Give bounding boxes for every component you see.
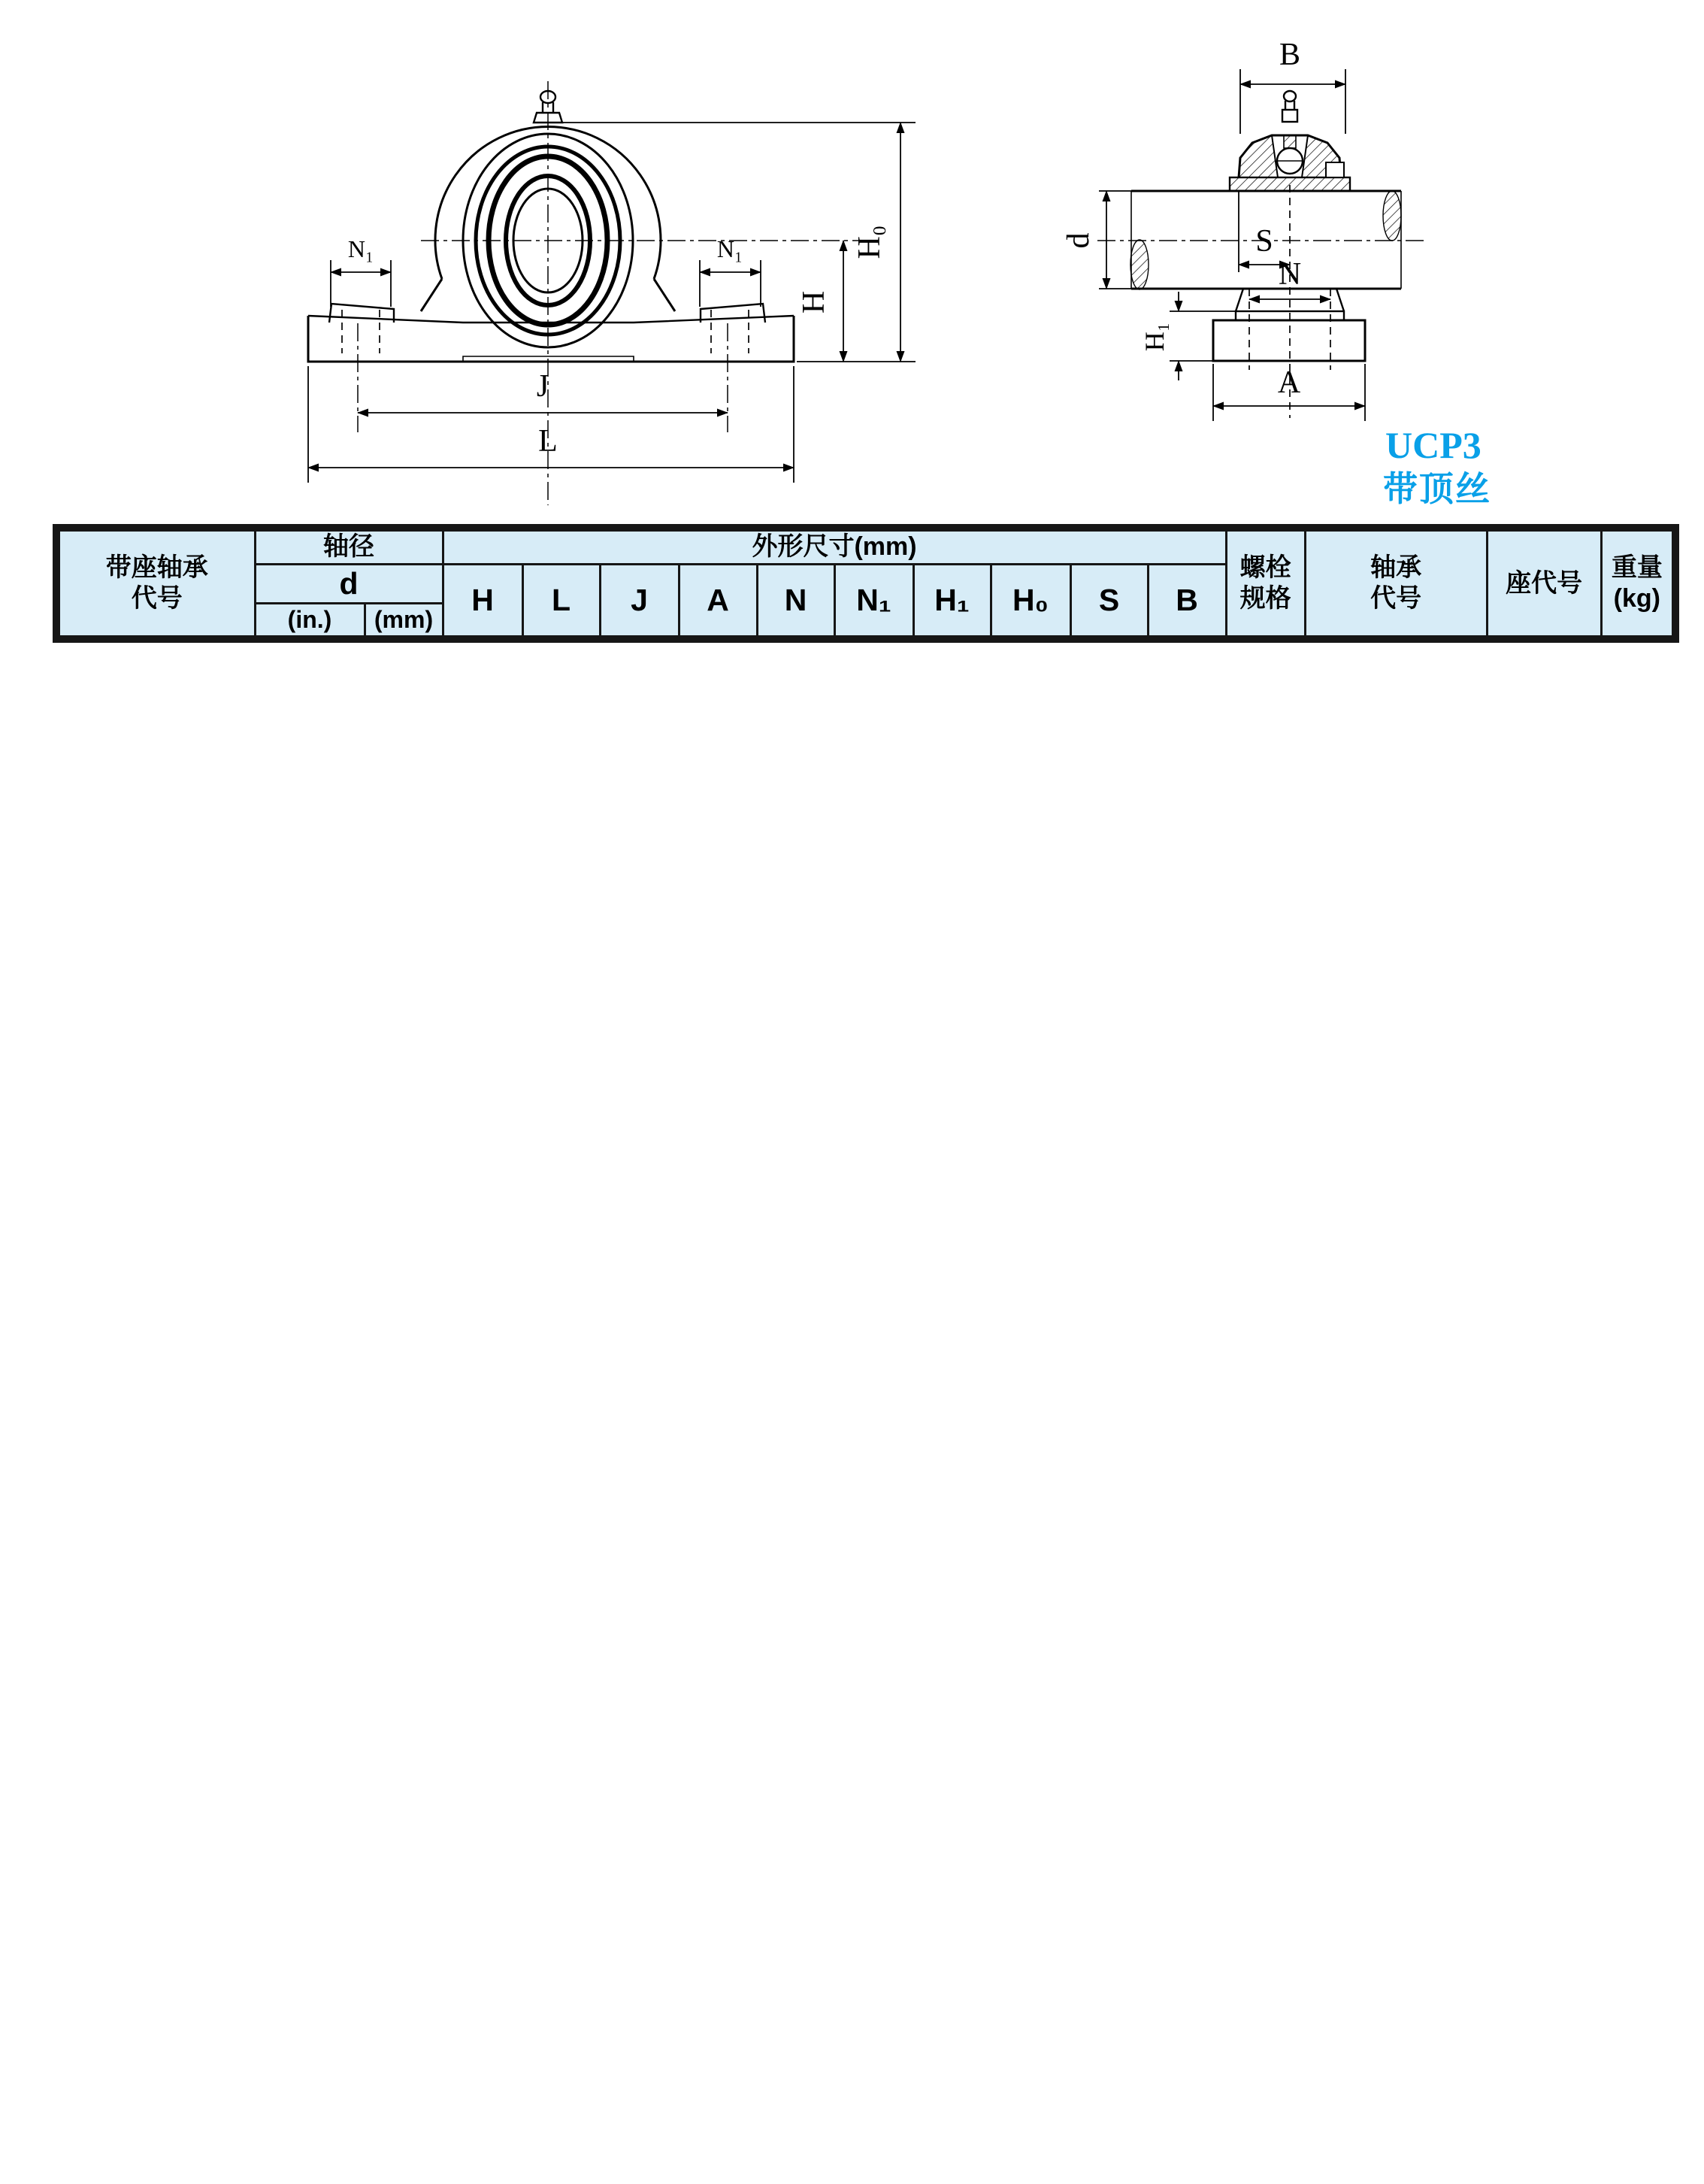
pillow-block-front-view: [248, 45, 962, 519]
header-text-line: 轴承: [1370, 553, 1422, 582]
col-header-outline-dims: 外形尺寸(mm): [443, 528, 1226, 564]
dim-l: [308, 366, 794, 483]
side-dim-label-h1: H₁: [1140, 322, 1170, 352]
col-header-A: A: [679, 564, 757, 639]
dim-n1-left: [331, 235, 391, 307]
col-header-H: H: [443, 564, 522, 639]
side-dim-label-d: d: [1061, 232, 1096, 249]
front-dim-label-j: J: [536, 369, 549, 404]
header-text-line: 代号: [131, 584, 183, 613]
col-header-S: S: [1070, 564, 1148, 639]
col-header-bearing-code: [1305, 528, 1487, 639]
bearing-spec-table: [53, 524, 1679, 643]
col-header-N: N: [757, 564, 834, 639]
dim-a: [1213, 364, 1365, 421]
dim-j: [358, 323, 728, 432]
col-header-unit-code: [56, 528, 255, 639]
side-dim-label-n: N: [1278, 257, 1302, 292]
pillow-block-side-view: [1052, 30, 1443, 440]
header-text-line: 螺栓: [1239, 553, 1291, 582]
dim-h1: [1140, 292, 1236, 380]
col-header-mm: (mm): [365, 603, 443, 639]
col-header-shaft-dia: 轴径: [255, 528, 443, 564]
dim-d: [1061, 191, 1131, 289]
front-dim-label-l: L: [538, 424, 558, 459]
col-header-seat-code: 座代号: [1487, 528, 1601, 639]
dim-h: [797, 241, 843, 362]
side-dim-label-a: A: [1277, 365, 1301, 400]
side-dim-label-b: B: [1279, 38, 1301, 72]
col-header-J: J: [600, 564, 679, 639]
col-header-bolt: [1226, 528, 1305, 639]
col-header-N1: N₁: [834, 564, 913, 639]
col-header-weight: [1601, 528, 1675, 639]
col-header-H1: H₁: [913, 564, 991, 639]
front-dim-label-n1-left: N₁: [347, 235, 374, 262]
dim-n1-right: [700, 235, 761, 307]
series-caption-line2: 带顶丝: [1383, 470, 1491, 508]
header-text-line: 重量: [1611, 553, 1663, 582]
series-caption-line1: UCP3: [1385, 424, 1482, 466]
header-text-line: 带座轴承: [105, 553, 208, 582]
header-text-line: (kg): [1613, 584, 1660, 613]
dim-b: [1240, 38, 1345, 134]
col-header-inch: (in.): [255, 603, 365, 639]
front-dim-label-h0: H₀: [852, 225, 887, 259]
col-header-d: d: [255, 564, 443, 603]
col-header-H0: H₀: [991, 564, 1070, 639]
front-dim-label-h: H: [797, 290, 831, 314]
col-header-B: B: [1148, 564, 1226, 639]
side-dim-label-s: S: [1255, 224, 1273, 259]
side-base-outline: [1213, 311, 1365, 361]
header-text-line: 代号: [1370, 584, 1422, 613]
grease-nipple-side-icon: [1282, 91, 1297, 122]
header-text-line: 规格: [1239, 584, 1291, 613]
front-dim-label-n1-right: N₁: [716, 235, 743, 262]
col-header-L: L: [522, 564, 600, 639]
spec-table-header: [56, 528, 1675, 639]
